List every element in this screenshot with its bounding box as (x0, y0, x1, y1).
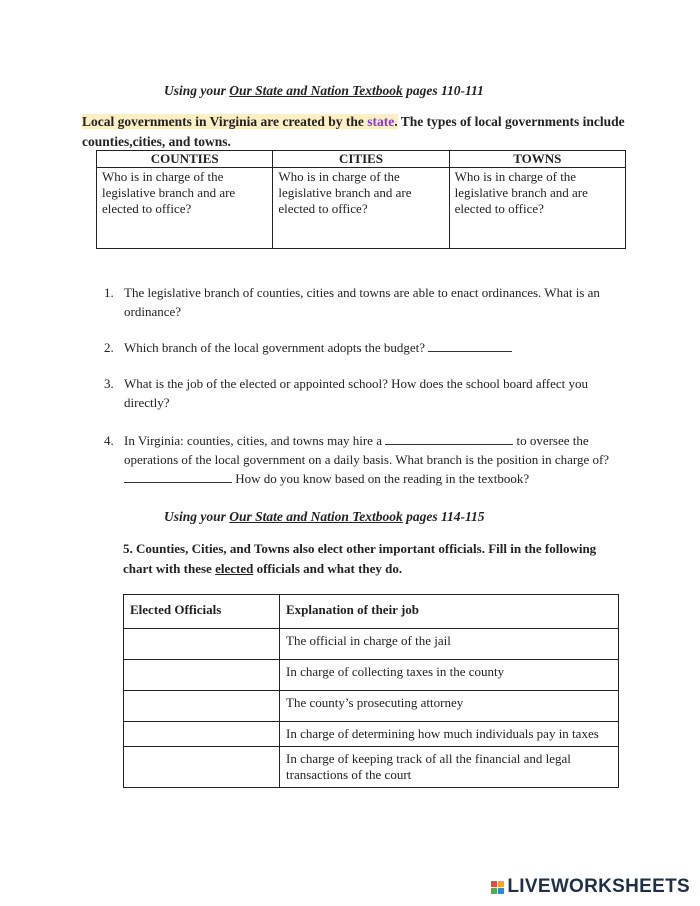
table-row (124, 629, 619, 660)
textbook-title: Our State and Nation Textbook (229, 83, 403, 98)
local-government-table (96, 150, 626, 249)
explanation-cell: The official in charge of the jail (280, 629, 619, 660)
explanation-cell: The county’s prosecuting attorney (280, 691, 619, 722)
answer-blank[interactable] (428, 339, 512, 352)
table-row (124, 660, 619, 691)
question-1: 1. The legislative branch of counties, cities and towns are able to enact ordinances. What is an ordinance? (104, 285, 600, 319)
question-2: 2. Which branch of the local government adopts the budget? (104, 338, 624, 357)
header-elected-officials: Elected Officials (124, 595, 280, 629)
explanation-cell: In charge of collecting taxes in the county (280, 660, 619, 691)
liveworksheets-logo: LIVEWORKSHEETS (491, 876, 690, 898)
official-answer-cell[interactable] (124, 722, 280, 747)
question-4: 4. In Virginia: counties, cities, and towns may hire a to oversee the operations of the local government on a daily basis. What branch is the position in charge of? How do you know based on the reading in the textbook? (104, 433, 610, 486)
explanation-cell: In charge of determining how much individuals pay in taxes (280, 722, 619, 747)
official-answer-cell[interactable] (124, 691, 280, 722)
answer-blank[interactable] (385, 432, 513, 445)
table-row (124, 722, 619, 747)
header-counties: COUNTIES (97, 151, 273, 168)
table-row (124, 747, 619, 788)
official-answer-cell[interactable] (124, 629, 280, 660)
source-reference-1: Using your Our State and Nation Textbook pages 110-111 (164, 83, 484, 98)
cities-cell: Who is in charge of the legislative branch and are elected to office? (273, 168, 449, 249)
counties-cell: Who is in charge of the legislative branch and are elected to office? (97, 168, 273, 249)
elected-officials-table (123, 594, 619, 788)
header-towns: TOWNS (449, 151, 625, 168)
answer-blank[interactable] (124, 470, 232, 483)
official-answer-cell[interactable] (124, 660, 280, 691)
official-answer-cell[interactable] (124, 747, 280, 788)
highlighted-text: Local governments in Virginia are created by the state. (82, 114, 398, 129)
intro-paragraph: Local governments in Virginia are created by the state. The types of local governments include counties,cities, and towns. (82, 114, 625, 149)
logo-icon (491, 881, 504, 894)
question-5: 5. Counties, Cities, and Towns also elect other important officials. Fill in the following chart with these elected officials and what they do. (123, 541, 597, 576)
question-3: 3. What is the job of the elected or appointed school? How does the school board affect you directly? (104, 376, 589, 410)
highlighted-word: state (367, 114, 395, 129)
header-cities: CITIES (273, 151, 449, 168)
explanation-cell: In charge of keeping track of all the financial and legal transactions of the court (280, 747, 619, 788)
header-explanation: Explanation of their job (280, 595, 619, 629)
source-reference-2: Using your Our State and Nation Textbook pages 114-115 (164, 509, 485, 524)
table-row (124, 691, 619, 722)
textbook-title: Our State and Nation Textbook (229, 509, 403, 524)
towns-cell: Who is in charge of the legislative branch and are elected to office? (449, 168, 625, 249)
